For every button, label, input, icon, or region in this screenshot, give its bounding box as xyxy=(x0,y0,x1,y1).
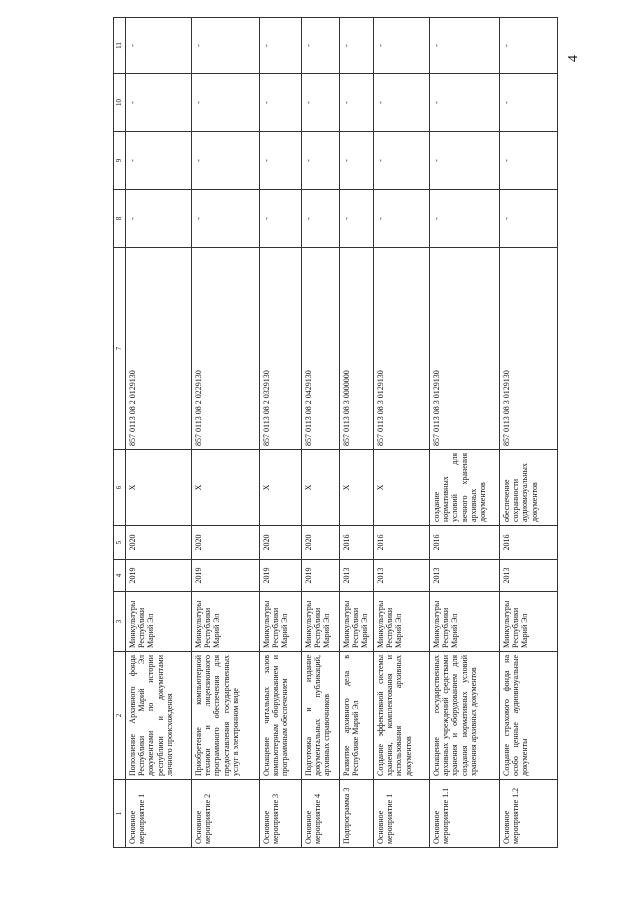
end-year: 2020 xyxy=(126,526,192,560)
end-year: 2016 xyxy=(374,526,430,560)
table-row xyxy=(126,18,192,848)
event-description: Оснащение читальных залов компьютерным оборудованием и программным обеспечением xyxy=(260,652,302,780)
start-year: 2013 xyxy=(430,560,500,592)
end-year: 2016 xyxy=(500,526,558,560)
budget-code: 857 0113 08 2 0129130 xyxy=(126,248,192,450)
budget-code: 857 0113 08 2 0329130 xyxy=(260,248,302,450)
executor: Минкультуры Республики Марий Эл xyxy=(374,592,430,652)
value-cell: - xyxy=(192,74,260,132)
value-cell: - xyxy=(126,190,192,248)
value-cell: - xyxy=(126,132,192,190)
value-cell: - xyxy=(500,74,558,132)
table-row xyxy=(192,18,260,848)
col-header: 11 xyxy=(114,18,126,74)
end-year: 2016 xyxy=(340,526,374,560)
col-header: 6 xyxy=(114,450,126,526)
col-header: 1 xyxy=(114,780,126,848)
event-name: Основное мероприятие 1 xyxy=(374,780,430,848)
executor: Минкультуры Республики Марий Эл xyxy=(126,592,192,652)
expected-result: создание нормативных условий для вечного хранения архивных документов xyxy=(430,450,500,526)
value-cell: - xyxy=(340,74,374,132)
value-cell: - xyxy=(500,132,558,190)
event-name: Подпрограмма 3 xyxy=(340,780,374,848)
end-year: 2016 xyxy=(430,526,500,560)
executor: Минкультуры Республики Марий Эл xyxy=(430,592,500,652)
value-cell: - xyxy=(302,190,340,248)
expected-result: X xyxy=(260,450,302,526)
col-header: 7 xyxy=(114,248,126,450)
value-cell: - xyxy=(340,18,374,74)
event-name: Основное мероприятие 1.1 xyxy=(430,780,500,848)
value-cell: - xyxy=(430,132,500,190)
value-cell: - xyxy=(374,132,430,190)
event-name: Основное мероприятие 1.2 xyxy=(500,780,558,848)
value-cell: - xyxy=(302,74,340,132)
col-header: 9 xyxy=(114,132,126,190)
col-header: 2 xyxy=(114,652,126,780)
value-cell: - xyxy=(500,18,558,74)
value-cell: - xyxy=(430,190,500,248)
start-year: 2019 xyxy=(192,560,260,592)
start-year: 2013 xyxy=(340,560,374,592)
budget-code: 857 0113 08 2 0229130 xyxy=(192,248,260,450)
header-row xyxy=(114,18,126,848)
value-cell: - xyxy=(192,132,260,190)
value-cell: - xyxy=(374,74,430,132)
col-header: 3 xyxy=(114,592,126,652)
expected-result: X xyxy=(340,450,374,526)
event-description: Оснащение государственных архивных учреждений средствами хранения и оборудованием для создания нормативных условий хранения архивных документов xyxy=(430,652,500,780)
event-name: Основное мероприятие 2 xyxy=(192,780,260,848)
table-row xyxy=(302,18,340,848)
start-year: 2019 xyxy=(260,560,302,592)
value-cell: - xyxy=(500,190,558,248)
end-year: 2020 xyxy=(192,526,260,560)
expected-result: обеспечение сохранности аудиовизуальных документов xyxy=(500,450,558,526)
col-header: 8 xyxy=(114,190,126,248)
expected-result: X xyxy=(302,450,340,526)
value-cell: - xyxy=(430,74,500,132)
budget-code: 857 0113 08 3 0129130 xyxy=(500,248,558,450)
program-table-rotated xyxy=(113,18,598,848)
event-name: Основное мероприятие 3 xyxy=(260,780,302,848)
value-cell: - xyxy=(430,18,500,74)
executor: Минкультуры Республики Марий Эл xyxy=(260,592,302,652)
value-cell: - xyxy=(302,18,340,74)
event-description: Развитие архивного дела в Республике Марий Эл xyxy=(340,652,374,780)
budget-code: 857 0113 08 3 0129130 xyxy=(430,248,500,450)
end-year: 2020 xyxy=(260,526,302,560)
end-year: 2020 xyxy=(302,526,340,560)
value-cell: - xyxy=(192,18,260,74)
program-table xyxy=(113,17,558,848)
page-number: 4 xyxy=(566,55,581,62)
value-cell: - xyxy=(340,132,374,190)
value-cell: - xyxy=(260,132,302,190)
value-cell: - xyxy=(192,190,260,248)
budget-code: 857 0113 08 3 0000000 xyxy=(340,248,374,450)
event-description: Создание эффективной системы хранения, комплектования и использования архивных документов xyxy=(374,652,430,780)
start-year: 2019 xyxy=(302,560,340,592)
value-cell: - xyxy=(302,132,340,190)
value-cell: - xyxy=(260,190,302,248)
col-header: 4 xyxy=(114,560,126,592)
event-name: Основное мероприятие 1 xyxy=(126,780,192,848)
table-row xyxy=(340,18,374,848)
value-cell: - xyxy=(260,74,302,132)
table-row xyxy=(500,18,558,848)
executor: Минкультуры Республики Марий Эл xyxy=(340,592,374,652)
value-cell: - xyxy=(340,190,374,248)
event-description: Подготовка и издание документальных публикаций, архивных справочников xyxy=(302,652,340,780)
budget-code: 857 0113 08 3 0129130 xyxy=(374,248,430,450)
start-year: 2013 xyxy=(500,560,558,592)
value-cell: - xyxy=(260,18,302,74)
value-cell: - xyxy=(374,190,430,248)
event-description: Приобретение компьютерной техники и лицензионного программного обеспечения для предоставления государственных услуг в электронном виде xyxy=(192,652,260,780)
value-cell: - xyxy=(374,18,430,74)
event-description: Создание страхового фонда на особо ценные аудиовизуальные документы xyxy=(500,652,558,780)
budget-code: 857 0113 08 2 0429130 xyxy=(302,248,340,450)
expected-result: X xyxy=(374,450,430,526)
value-cell: - xyxy=(126,74,192,132)
event-name: Основное мероприятие 4 xyxy=(302,780,340,848)
expected-result: X xyxy=(126,450,192,526)
table-row xyxy=(260,18,302,848)
event-description: Пополнение Архивного фонда Республики Марий Эл документами по истории республики и документами личного происхождения xyxy=(126,652,192,780)
start-year: 2019 xyxy=(126,560,192,592)
table-row xyxy=(430,18,500,848)
col-header: 5 xyxy=(114,526,126,560)
executor: Минкультуры Республики Марий Эл xyxy=(192,592,260,652)
value-cell: - xyxy=(126,18,192,74)
table-row xyxy=(374,18,430,848)
expected-result: X xyxy=(192,450,260,526)
col-header: 10 xyxy=(114,74,126,132)
start-year: 2013 xyxy=(374,560,430,592)
executor: Минкультуры Республики Марий Эл xyxy=(500,592,558,652)
executor: Минкультуры Республики Марий Эл xyxy=(302,592,340,652)
